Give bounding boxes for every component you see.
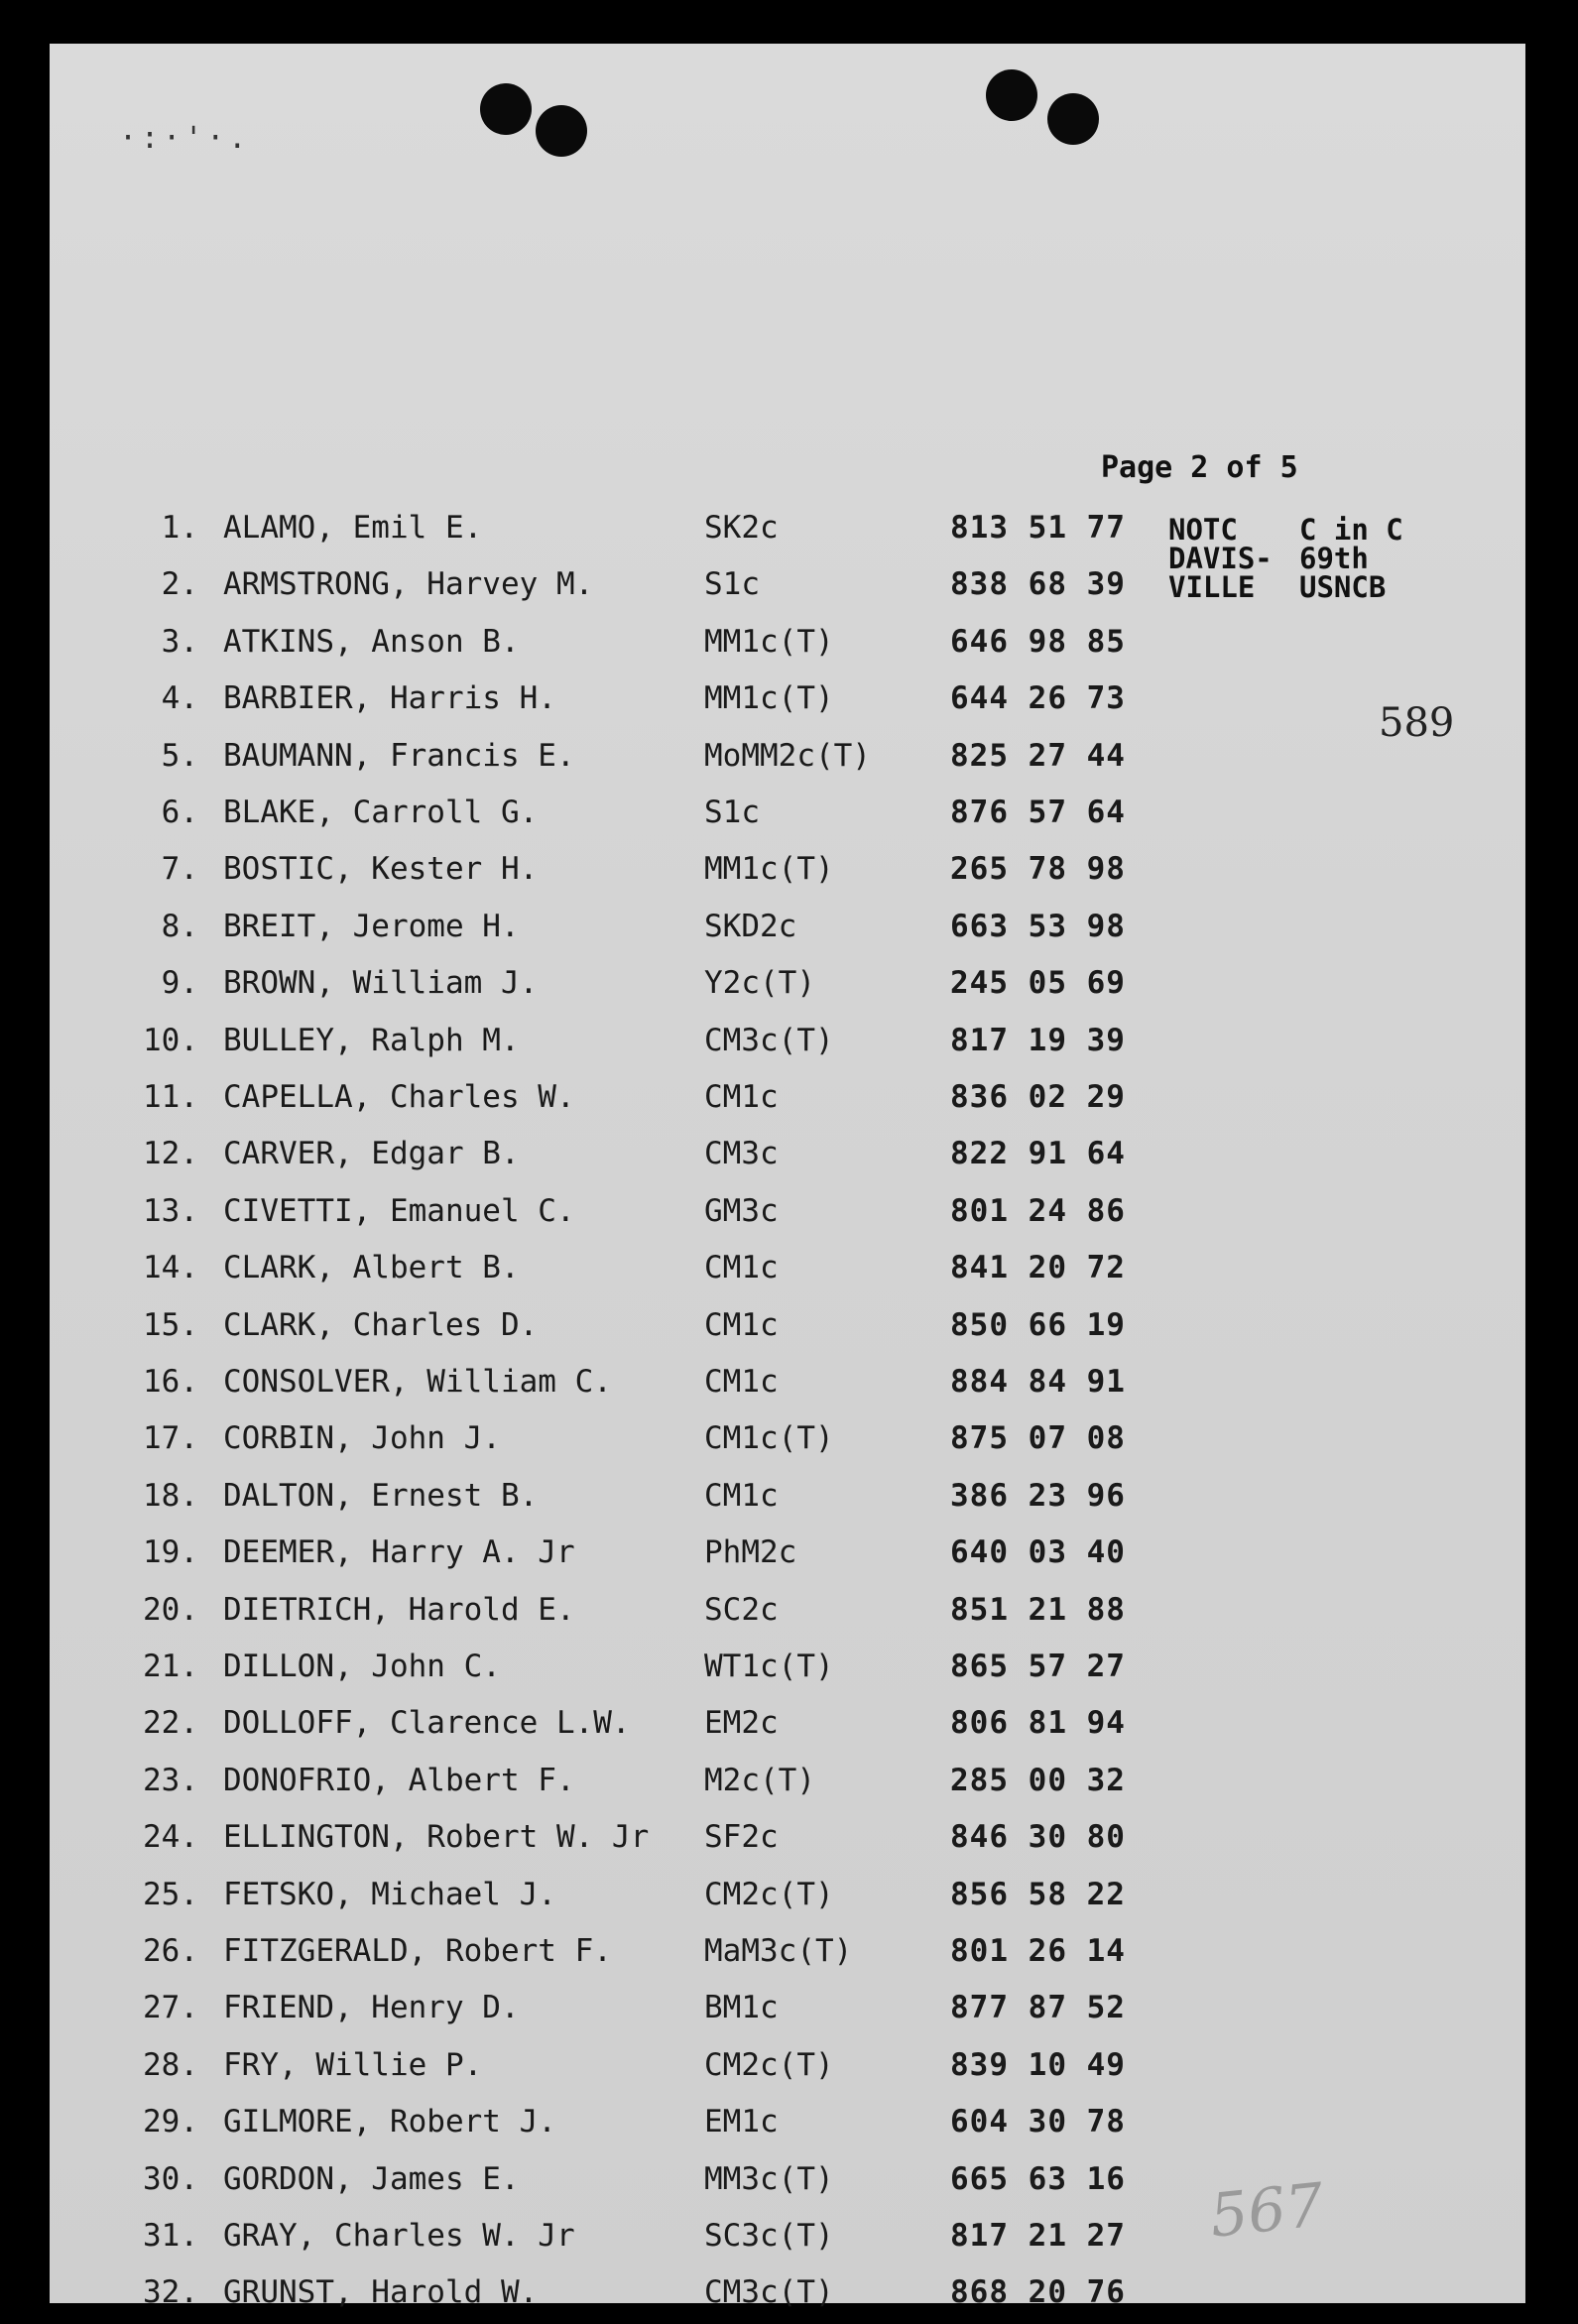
roster-number: 23. — [143, 1762, 198, 1798]
roster-number: 10. — [143, 1022, 198, 1058]
roster-name: FRIEND, Henry D. — [223, 1990, 520, 2026]
roster-number: 11. — [143, 1079, 198, 1115]
roster-number: 21. — [143, 1649, 198, 1684]
roster-row — [50, 1592, 1339, 1642]
note-line: USNCB — [1299, 570, 1387, 604]
roster-row — [50, 1420, 1339, 1470]
roster-rate: S1c — [704, 795, 760, 830]
roster-name: DALTON, Ernest B. — [223, 1477, 539, 1514]
roster-rate: WT1c(T) — [704, 1649, 834, 1684]
roster-number: 19. — [143, 1534, 198, 1571]
roster-rate: GM3c — [704, 1192, 779, 1229]
roster-serial: 884 84 91 — [950, 1364, 1126, 1400]
roster-rate: EM1c — [704, 2104, 779, 2141]
roster-number: 17. — [143, 1420, 198, 1457]
roster-number: 15. — [143, 1306, 198, 1343]
roster-rate: CM1c — [704, 1364, 779, 1400]
roster-name: BULLEY, Ralph M. — [223, 1022, 520, 1058]
roster-rate: CM3c — [704, 1136, 779, 1172]
roster-row — [50, 1990, 1339, 2039]
roster-name: FRY, Willie P. — [223, 2046, 483, 2083]
roster-serial: 285 00 32 — [950, 1762, 1126, 1798]
roster-row — [50, 1250, 1339, 1299]
roster-row — [50, 1819, 1339, 1869]
roster-serial: 245 05 69 — [950, 965, 1126, 1002]
roster-row — [50, 1364, 1339, 1413]
roster-row — [50, 1705, 1339, 1755]
roster-serial: 836 02 29 — [950, 1079, 1126, 1115]
roster-serial: 877 87 52 — [950, 1990, 1126, 2026]
roster-row — [50, 738, 1339, 788]
roster-serial: 865 57 27 — [950, 1649, 1126, 1684]
roster-number: 28. — [143, 2046, 198, 2083]
roster-rate: MM3c(T) — [704, 2160, 834, 2197]
roster-rate: SKD2c — [704, 908, 797, 944]
roster-serial: 838 68 39 — [950, 566, 1126, 603]
roster-row — [50, 795, 1339, 844]
roster-rate: CM1c(T) — [704, 1420, 834, 1457]
roster-rate: MoMM2c(T) — [704, 737, 871, 774]
roster-rate: PhM2c — [704, 1534, 797, 1571]
roster-rate: Y2c(T) — [704, 965, 815, 1002]
roster-serial: 640 03 40 — [950, 1534, 1126, 1571]
roster-rate: CM1c — [704, 1306, 779, 1343]
roster-row — [50, 851, 1339, 901]
roster-row — [50, 1193, 1339, 1243]
roster-name: CONSOLVER, William C. — [223, 1364, 612, 1400]
roster-row — [50, 1307, 1339, 1357]
roster-serial: 663 53 98 — [950, 908, 1126, 944]
roster-row — [50, 1877, 1339, 1926]
roster-row — [50, 2104, 1339, 2153]
roster-name: GRUNST, Harold W. — [223, 2274, 539, 2311]
note-line: C in C — [1299, 513, 1403, 547]
corner-mark: ·:·'·. — [119, 121, 251, 156]
roster-name: FETSKO, Michael J. — [223, 1876, 556, 1912]
roster-serial: 801 24 86 — [950, 1192, 1126, 1229]
roster-rate: CM2c(T) — [704, 1876, 834, 1912]
page-label: Page 2 of 5 — [1101, 450, 1298, 485]
roster-serial: 817 21 27 — [950, 2218, 1126, 2254]
roster-row — [50, 1763, 1339, 1812]
roster-number: 25. — [143, 1876, 198, 1912]
roster-name: CAPELLA, Charles W. — [223, 1079, 575, 1115]
roster-rate: CM1c — [704, 1079, 779, 1115]
roster-rate: CM3c(T) — [704, 1022, 834, 1058]
punch-hole-2 — [536, 105, 587, 157]
roster-row — [50, 2047, 1339, 2097]
roster-name: CLARK, Charles D. — [223, 1306, 539, 1343]
roster-number: 26. — [143, 1933, 198, 1969]
roster-name: DILLON, John C. — [223, 1649, 501, 1684]
roster-number: 1. — [161, 510, 198, 546]
roster-row — [50, 624, 1339, 673]
roster-number: 8. — [161, 908, 198, 944]
punch-hole-3 — [986, 69, 1037, 121]
roster-serial: 817 19 39 — [950, 1022, 1126, 1058]
roster-serial: 644 26 73 — [950, 680, 1126, 717]
roster-number: 12. — [143, 1136, 198, 1172]
roster-name: FITZGERALD, Robert F. — [223, 1933, 612, 1969]
roster-name: BOSTIC, Kester H. — [223, 851, 539, 888]
roster-number: 7. — [161, 851, 198, 888]
roster-number: 4. — [161, 680, 198, 717]
roster-number: 30. — [143, 2160, 198, 2197]
roster-row — [50, 909, 1339, 958]
roster-name: GORDON, James E. — [223, 2160, 520, 2197]
roster-rate: BM1c — [704, 1990, 779, 2026]
roster-number: 32. — [143, 2274, 198, 2311]
roster-serial: 875 07 08 — [950, 1420, 1126, 1457]
roster-rate: SC3c(T) — [704, 2218, 834, 2254]
roster-number: 5. — [161, 737, 198, 774]
roster-serial: 265 78 98 — [950, 851, 1126, 888]
roster-name: BROWN, William J. — [223, 965, 539, 1002]
roster-serial: 876 57 64 — [950, 795, 1126, 830]
stamp-number: 589 — [1379, 700, 1455, 746]
roster-row — [50, 1478, 1339, 1528]
roster-name: ARMSTRONG, Harvey M. — [223, 566, 594, 603]
roster-rate: MM1c(T) — [704, 623, 834, 660]
roster-number: 16. — [143, 1364, 198, 1400]
roster-row — [50, 510, 1339, 559]
roster-rate: MM1c(T) — [704, 680, 834, 717]
roster-name: CLARK, Albert B. — [223, 1250, 520, 1286]
roster-rate: SC2c — [704, 1591, 779, 1628]
roster-rate: S1c — [704, 566, 760, 603]
roster-row — [50, 1136, 1339, 1185]
note-line: NOTC — [1168, 513, 1238, 547]
roster-rate: CM1c — [704, 1250, 779, 1286]
note-line: VILLE — [1168, 570, 1256, 604]
roster-serial: 665 63 16 — [950, 2160, 1126, 2197]
roster-rate: MaM3c(T) — [704, 1933, 853, 1969]
roster-rate: SK2c — [704, 510, 779, 546]
roster-row — [50, 2161, 1339, 2211]
punch-hole-1 — [480, 83, 532, 135]
roster-serial: 604 30 78 — [950, 2104, 1126, 2141]
roster-serial: 856 58 22 — [950, 1876, 1126, 1912]
roster-number: 29. — [143, 2104, 198, 2141]
note-line: 69th — [1299, 542, 1369, 575]
roster-rate: M2c(T) — [704, 1762, 815, 1798]
roster-serial: 822 91 64 — [950, 1136, 1126, 1172]
document-page — [50, 44, 1525, 2311]
roster-row — [50, 2274, 1339, 2324]
roster-serial: 846 30 80 — [950, 1819, 1126, 1856]
roster-name: DOLLOFF, Clarence L.W. — [223, 1705, 631, 1742]
roster-name: ATKINS, Anson B. — [223, 623, 520, 660]
roster-row — [50, 1079, 1339, 1129]
roster-name: BREIT, Jerome H. — [223, 908, 520, 944]
roster-name: DEEMER, Harry A. Jr — [223, 1534, 575, 1571]
roster-number: 31. — [143, 2218, 198, 2254]
roster-name: BARBIER, Harris H. — [223, 680, 556, 717]
roster-serial: 806 81 94 — [950, 1705, 1126, 1742]
roster-name: ELLINGTON, Robert W. Jr — [223, 1819, 650, 1856]
roster-rate: CM2c(T) — [704, 2046, 834, 2083]
roster-serial: 850 66 19 — [950, 1306, 1126, 1343]
roster-rate: CM3c(T) — [704, 2274, 834, 2311]
roster-serial: 851 21 88 — [950, 1591, 1126, 1628]
roster-rate: EM2c — [704, 1705, 779, 1742]
roster-number: 22. — [143, 1705, 198, 1742]
roster-number: 18. — [143, 1477, 198, 1514]
roster-name: BAUMANN, Francis E. — [223, 737, 575, 774]
roster-name: CARVER, Edgar B. — [223, 1136, 520, 1172]
roster-rate: SF2c — [704, 1819, 779, 1856]
roster-name: CORBIN, John J. — [223, 1420, 501, 1457]
note-line: DAVIS- — [1168, 542, 1273, 575]
roster-serial: 646 98 85 — [950, 623, 1126, 660]
roster-row — [50, 680, 1339, 730]
roster-serial: 386 23 96 — [950, 1477, 1126, 1514]
roster-number: 9. — [161, 965, 198, 1002]
margin-scrawl: 567 — [1206, 2170, 1327, 2252]
roster-name: ALAMO, Emil E. — [223, 510, 483, 546]
roster-row — [50, 1649, 1339, 1698]
roster-serial: 868 20 76 — [950, 2274, 1126, 2311]
roster-number: 14. — [143, 1250, 198, 1286]
roster-number: 13. — [143, 1192, 198, 1229]
roster-serial: 841 20 72 — [950, 1250, 1126, 1286]
roster-name: DONOFRIO, Albert F. — [223, 1762, 575, 1798]
roster-name: DIETRICH, Harold E. — [223, 1591, 575, 1628]
roster-serial: 825 27 44 — [950, 737, 1126, 774]
roster-row — [50, 1534, 1339, 1584]
roster-name: CIVETTI, Emanuel C. — [223, 1192, 575, 1229]
roster-serial: 801 26 14 — [950, 1933, 1126, 1969]
roster-name: BLAKE, Carroll G. — [223, 795, 539, 830]
punch-hole-4 — [1047, 93, 1099, 145]
roster-number: 20. — [143, 1591, 198, 1628]
roster-number: 3. — [161, 623, 198, 660]
roster-serial: 813 51 77 — [950, 510, 1126, 546]
roster-rate: MM1c(T) — [704, 851, 834, 888]
roster-name: GILMORE, Robert J. — [223, 2104, 556, 2141]
roster-name: GRAY, Charles W. Jr — [223, 2218, 575, 2254]
roster-number: 6. — [161, 795, 198, 830]
roster-serial: 839 10 49 — [950, 2046, 1126, 2083]
roster-number: 27. — [143, 1990, 198, 2026]
roster-number: 24. — [143, 1819, 198, 1856]
roster-rate: CM1c — [704, 1477, 779, 1514]
roster-row — [50, 2218, 1339, 2267]
roster-row — [50, 965, 1339, 1015]
roster-row — [50, 1933, 1339, 1983]
roster-number: 2. — [161, 566, 198, 603]
roster-row — [50, 1023, 1339, 1072]
roster-row — [50, 566, 1339, 616]
